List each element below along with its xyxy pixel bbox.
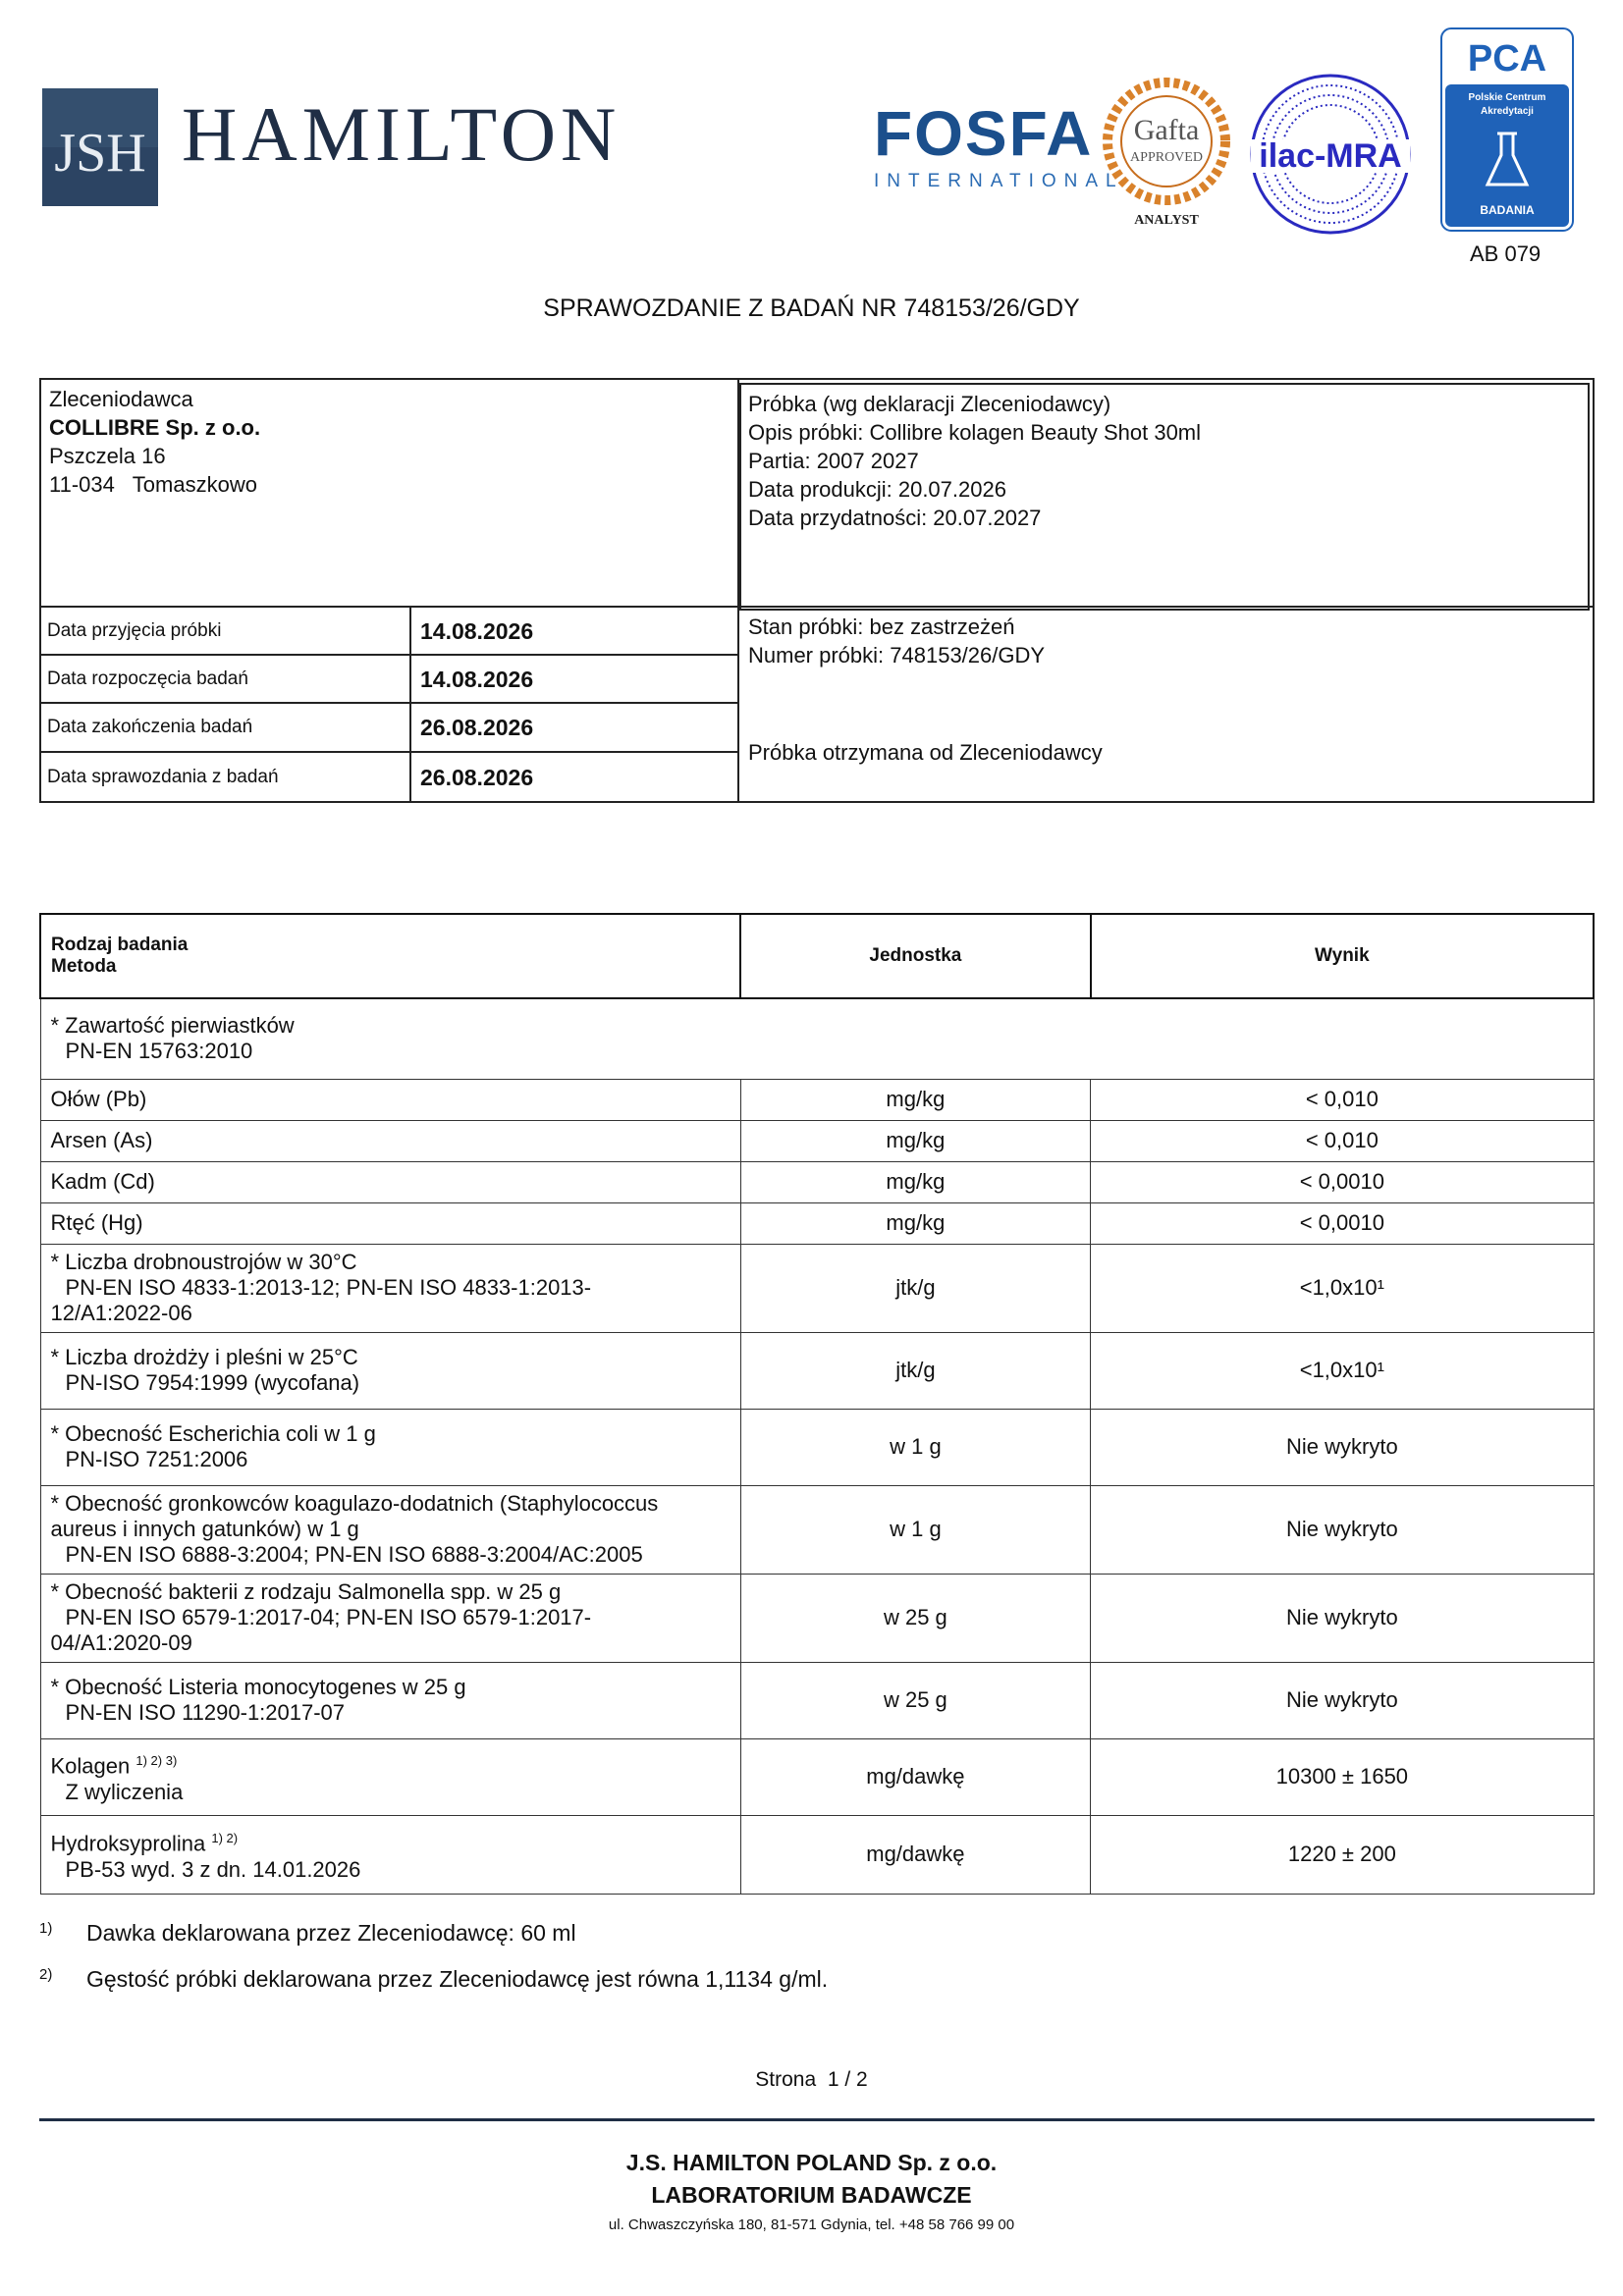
footnote-text: Dawka deklarowana przez Zleceniodawcę: 60 ml <box>86 1920 576 1946</box>
footnote <box>39 1966 828 1993</box>
date-row <box>39 753 737 803</box>
test-unit: mg/kg <box>740 1202 1091 1244</box>
test-unit: w 25 g <box>740 1574 1091 1662</box>
sample-number: Numer próbki: 748153/26/GDY <box>748 643 1046 667</box>
test-unit: mg/kg <box>740 1161 1091 1202</box>
footer-company: J.S. HAMILTON POLAND Sp. z o.o. <box>625 2150 998 2175</box>
table-row <box>40 1202 1594 1244</box>
header-test-method <box>40 914 740 998</box>
date-label: Data sprawozdania z badań <box>47 767 279 787</box>
test-result: Nie wykryto <box>1091 1485 1594 1574</box>
table-row <box>40 1332 1594 1409</box>
test-cell <box>40 1815 740 1894</box>
test-method-cont: 04/A1:2020-09 <box>50 1630 192 1655</box>
footer-lab: LABORATORIUM BADAWCZE <box>651 2182 972 2208</box>
test-name: * Obecność gronkowców koagulazo-dodatnich (Staphylococcus <box>50 1491 659 1516</box>
date-value: 26.08.2026 <box>420 765 534 790</box>
test-unit: mg/kg <box>740 1120 1091 1161</box>
footnote-ref: 1) 2) <box>211 1831 239 1846</box>
test-unit: jtk/g <box>740 1332 1091 1409</box>
test-unit: w 1 g <box>740 1409 1091 1485</box>
table-row <box>40 1574 1594 1662</box>
test-method-cont: 12/A1:2022-06 <box>50 1301 192 1325</box>
sample-status-block <box>748 613 1045 669</box>
footnote-mark: 1) <box>39 1920 53 1937</box>
pca-logo <box>1440 27 1574 232</box>
test-unit: w 25 g <box>740 1662 1091 1738</box>
client-block <box>49 385 260 499</box>
test-result: < 0,010 <box>1091 1120 1594 1161</box>
page-value: 1 / 2 <box>827 2068 868 2091</box>
test-unit: mg/kg <box>740 1079 1091 1120</box>
test-name: Ołów (Pb) <box>40 1079 740 1120</box>
fosfa-logo <box>874 98 1124 192</box>
footer-address: ul. Chwaszczyńska 180, 81-571 Gdynia, tel. +48 58 766 99 00 <box>608 2216 1015 2233</box>
date-row <box>39 608 737 656</box>
test-unit: mg/dawkę <box>740 1815 1091 1894</box>
company-logo <box>42 88 158 206</box>
test-name: Arsen (As) <box>40 1120 740 1161</box>
footnote-text: Gęstość próbki deklarowana przez Zleceniodawcę jest równa 1,1134 g/ml. <box>86 1966 829 1992</box>
pca-badania: BADANIA <box>1480 203 1535 217</box>
table-row <box>40 1738 1594 1815</box>
table-row <box>40 1120 1594 1161</box>
test-result: Nie wykryto <box>1091 1409 1594 1485</box>
table-row <box>40 1662 1594 1738</box>
footnote <box>39 1920 576 1947</box>
test-result: < 0,0010 <box>1091 1202 1594 1244</box>
pca-line2: Akredytacji <box>1481 106 1534 117</box>
pca-line1: Polskie Centrum <box>1468 92 1546 103</box>
date-label: Data rozpoczęcia badań <box>47 668 248 689</box>
gafta-name: Gafta <box>1133 114 1200 146</box>
test-result: <1,0x10¹ <box>1091 1332 1594 1409</box>
footnote-mark: 2) <box>39 1966 53 1983</box>
date-label: Data przyjęcia próbki <box>47 620 222 641</box>
sample-production-date: Data produkcji: 20.07.2026 <box>748 477 1006 502</box>
fosfa-subtitle: INTERNATIONAL <box>874 171 1124 191</box>
date-label: Data zakończenia badań <box>47 717 253 737</box>
client-city: 11-034 Tomaszkowo <box>49 472 257 497</box>
sample-condition: Stan próbki: bez zastrzeżeń <box>748 614 1015 639</box>
sample-batch: Partia: 2007 2027 <box>748 449 919 473</box>
date-row <box>39 656 737 704</box>
test-name: * Liczba drożdży i pleśni w 25°C <box>50 1345 358 1369</box>
test-result: 10300 ± 1650 <box>1091 1738 1594 1815</box>
test-name: Kolagen <box>50 1753 131 1779</box>
header-result: Wynik <box>1091 914 1594 998</box>
table-row <box>40 1815 1594 1894</box>
sample-description: Opis próbki: Collibre kolagen Beauty Shot 30ml <box>748 420 1202 445</box>
test-method: Z wyliczenia <box>65 1779 184 1804</box>
test-result: Nie wykryto <box>1091 1574 1594 1662</box>
logo-monogram: JSH <box>54 123 146 184</box>
sample-header: Próbka (wg deklaracji Zleceniodawcy) <box>748 392 1111 416</box>
test-result: Nie wykryto <box>1091 1662 1594 1738</box>
gafta-approved: APPROVED <box>1130 150 1203 165</box>
table-row <box>40 1079 1594 1120</box>
test-unit: w 1 g <box>740 1485 1091 1574</box>
date-value: 26.08.2026 <box>420 715 534 740</box>
footer-divider <box>39 2118 1595 2121</box>
test-method: PN-EN ISO 4833-1:2013-12; PN-EN ISO 4833-1:2013- <box>65 1275 592 1300</box>
test-name: * Obecność Listeria monocytogenes w 25 g <box>50 1675 466 1699</box>
test-result: 1220 ± 200 <box>1091 1815 1594 1894</box>
gafta-analyst: ANALYST <box>1134 213 1199 228</box>
sample-block <box>748 390 1201 532</box>
test-name: Kadm (Cd) <box>40 1161 740 1202</box>
test-cell <box>40 1409 740 1485</box>
date-value: 14.08.2026 <box>420 618 534 644</box>
section-cell <box>40 998 1594 1079</box>
company-wordmark: HAMILTON <box>182 91 622 177</box>
client-label: Zleceniodawca <box>49 387 193 411</box>
test-name: Rtęć (Hg) <box>40 1202 740 1244</box>
test-cell <box>40 1332 740 1409</box>
results-table <box>39 913 1595 1895</box>
client-street: Pszczela 16 <box>49 444 166 468</box>
sample-expiry-date: Data przydatności: 20.07.2027 <box>748 506 1042 530</box>
test-name: * Obecność Escherichia coli w 1 g <box>50 1421 376 1446</box>
test-cell <box>40 1738 740 1815</box>
test-cell <box>40 1485 740 1574</box>
test-name: Hydroksyprolina <box>50 1831 206 1856</box>
test-cell <box>40 1574 740 1662</box>
date-row <box>39 704 737 753</box>
accreditation-code: AB 079 <box>1470 241 1542 266</box>
section-title: * Zawartość pierwiastków <box>50 1013 295 1039</box>
test-unit: mg/dawkę <box>740 1738 1091 1815</box>
test-method-cont: PN-EN ISO 6888-3:2004; PN-EN ISO 6888-3:2004/AC:2005 <box>65 1542 643 1567</box>
footnote-ref: 1) 2) 3) <box>135 1753 178 1769</box>
gafta-logo <box>1098 75 1235 237</box>
test-result: < 0,010 <box>1091 1079 1594 1120</box>
page-number <box>0 2068 1623 2092</box>
pca-name: PCA <box>1467 38 1547 80</box>
header-unit: Jednostka <box>740 914 1091 998</box>
test-name: * Obecność bakterii z rodzaju Salmonella spp. w 25 g <box>50 1579 562 1604</box>
test-method: PN-EN ISO 11290-1:2017-07 <box>65 1700 346 1725</box>
test-cell <box>40 1662 740 1738</box>
test-name: * Liczba drobnoustrojów w 30°C <box>50 1250 357 1274</box>
report-title: SPRAWOZDANIE Z BADAŃ NR 748153/26/GDY <box>543 294 1080 322</box>
test-cell <box>40 1244 740 1332</box>
client-name: COLLIBRE Sp. z o.o. <box>49 415 261 440</box>
sample-received-from: Próbka otrzymana od Zleceniodawcy <box>748 740 1103 765</box>
table-row <box>40 1244 1594 1332</box>
table-row <box>40 1485 1594 1574</box>
test-method: PB-53 wyd. 3 z dn. 14.01.2026 <box>65 1856 361 1882</box>
header-test-type: Rodzaj badania <box>51 934 189 955</box>
test-method: aureus i innych gatunków) w 1 g <box>50 1517 359 1541</box>
page-label: Strona <box>755 2068 817 2091</box>
section-row <box>40 998 1594 1079</box>
table-row <box>40 1161 1594 1202</box>
test-method: PN-EN ISO 6579-1:2017-04; PN-EN ISO 6579-1:2017- <box>65 1605 592 1629</box>
fosfa-wordmark: FOSFA <box>874 98 1094 169</box>
test-result: <1,0x10¹ <box>1091 1244 1594 1332</box>
header-method: Metoda <box>51 956 117 977</box>
test-method: PN-ISO 7954:1999 (wycofana) <box>65 1370 360 1395</box>
test-result: < 0,0010 <box>1091 1161 1594 1202</box>
date-value: 14.08.2026 <box>420 667 534 692</box>
table-row <box>40 1409 1594 1485</box>
test-unit: jtk/g <box>740 1244 1091 1332</box>
test-method: PN-ISO 7251:2006 <box>65 1447 248 1471</box>
section-method: PN-EN 15763:2010 <box>65 1039 253 1064</box>
ilac-name: ilac-MRA <box>1259 137 1402 175</box>
table-header-row <box>40 914 1594 998</box>
ilac-mra-logo <box>1247 71 1414 242</box>
